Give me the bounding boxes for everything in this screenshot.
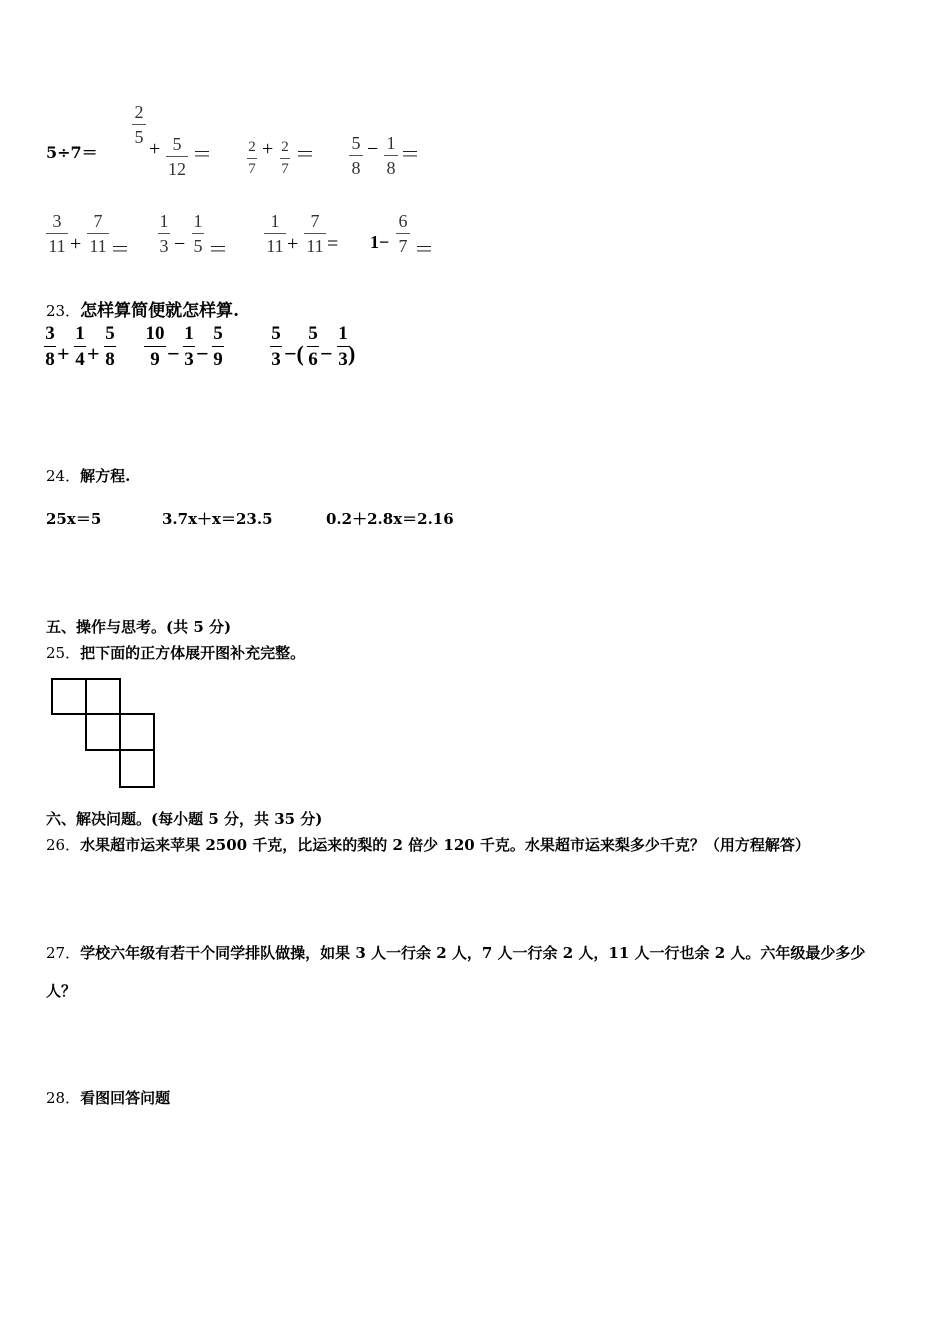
fraction: 1 11 (264, 212, 286, 255)
q25-text: 把下面的正方体展开图补充完整。 (80, 644, 306, 662)
net-square (86, 714, 120, 750)
equals-sign: ＝ (400, 144, 420, 166)
fraction: 2 5 (132, 103, 146, 146)
net-square (120, 714, 154, 750)
plus-sign: + (287, 233, 299, 255)
plus-sign: + (70, 233, 82, 255)
equation-1: 25x＝5 (46, 510, 102, 528)
question-number: 27． (46, 944, 81, 962)
fraction: 7 11 (87, 212, 109, 255)
q27-text-line2: 人？ (46, 982, 77, 1000)
fraction: 2 7 (281, 139, 289, 177)
net-square (52, 679, 86, 714)
fraction: 10 9 (145, 323, 165, 370)
minus-sign: − (174, 233, 186, 255)
fraction: 1 3 (338, 323, 348, 370)
equals-sign: ＝ (208, 239, 228, 261)
fraction: 6 7 (396, 212, 410, 255)
question-number: 25． (46, 644, 81, 662)
equals-sign: = (327, 233, 339, 255)
fraction: 5 8 (349, 134, 363, 177)
minus-open-paren: −( (284, 341, 304, 366)
question-number: 28． (46, 1089, 81, 1107)
q24-heading (46, 465, 130, 486)
close-paren: ) (348, 341, 356, 366)
equals-sign: ＝ (295, 144, 315, 166)
question-number: 23． (46, 302, 81, 320)
q28-text: 看图回答问题 (80, 1089, 171, 1107)
equals-sign: ＝ (192, 144, 212, 166)
net-square (120, 750, 154, 787)
plus-sign: + (262, 138, 274, 160)
q23-title: 怎样算简便就怎样算. (80, 301, 240, 321)
q27-text-line1: 学校六年级有若干个同学排队做操，如果 3 人一行余 2 人，7 人一行余 2 人，11 人一行也余 2 人。六年级最少多少 (80, 944, 866, 962)
section-5-title: 五、操作与思考。(共 5 分) (46, 618, 232, 636)
net-square (86, 679, 120, 714)
fraction: 5 8 (105, 323, 115, 370)
fraction: 1 4 (75, 323, 85, 370)
fraction: 3 11 (46, 212, 68, 255)
minus-sign: − (320, 341, 333, 366)
fraction: 2 7 (248, 139, 256, 177)
fraction: 5 12 (168, 134, 186, 179)
minus-sign: − (167, 341, 180, 366)
minus-sign: − (196, 341, 209, 366)
calc-5-div-7: 5÷7＝ (46, 143, 98, 162)
equation-2: 3.7x＋x＝23.5 (162, 510, 273, 528)
equation-3: 0.2＋2.8x＝2.16 (326, 510, 454, 528)
fraction: 5 3 (271, 323, 281, 370)
q28 (46, 1087, 170, 1108)
fraction: 5 6 (308, 323, 318, 370)
q25-heading (46, 642, 305, 663)
equals-sign: ＝ (414, 239, 434, 261)
question-number: 26． (46, 836, 81, 854)
fraction: 5 9 (213, 323, 223, 370)
q23-heading (46, 296, 239, 321)
q26-text: 水果超市运来苹果 2500 千克，比运来的梨的 2 倍少 120 千克。水果超市运来梨多少千克？（用方程解答） (80, 836, 810, 854)
one-minus: 1− (370, 232, 390, 252)
section-6-title: 六、解决问题。(每小题 5 分，共 35 分) (46, 810, 323, 828)
q27 (46, 942, 865, 963)
question-number: 24． (46, 467, 81, 485)
fraction: 1 3 (159, 211, 169, 256)
fraction: 3 8 (45, 323, 55, 370)
minus-sign: − (367, 138, 379, 160)
plus-sign: + (87, 341, 100, 366)
cube-net-figure (50, 677, 160, 792)
fraction: 7 11 (304, 212, 326, 255)
q24-title: 解方程. (80, 467, 131, 485)
equals-sign: ＝ (110, 239, 130, 261)
plus-sign: + (149, 138, 161, 160)
fraction: 1 8 (384, 134, 398, 177)
q26 (46, 834, 810, 855)
fraction: 1 3 (184, 323, 194, 370)
fraction: 1 5 (193, 211, 203, 256)
plus-sign: + (57, 341, 70, 366)
